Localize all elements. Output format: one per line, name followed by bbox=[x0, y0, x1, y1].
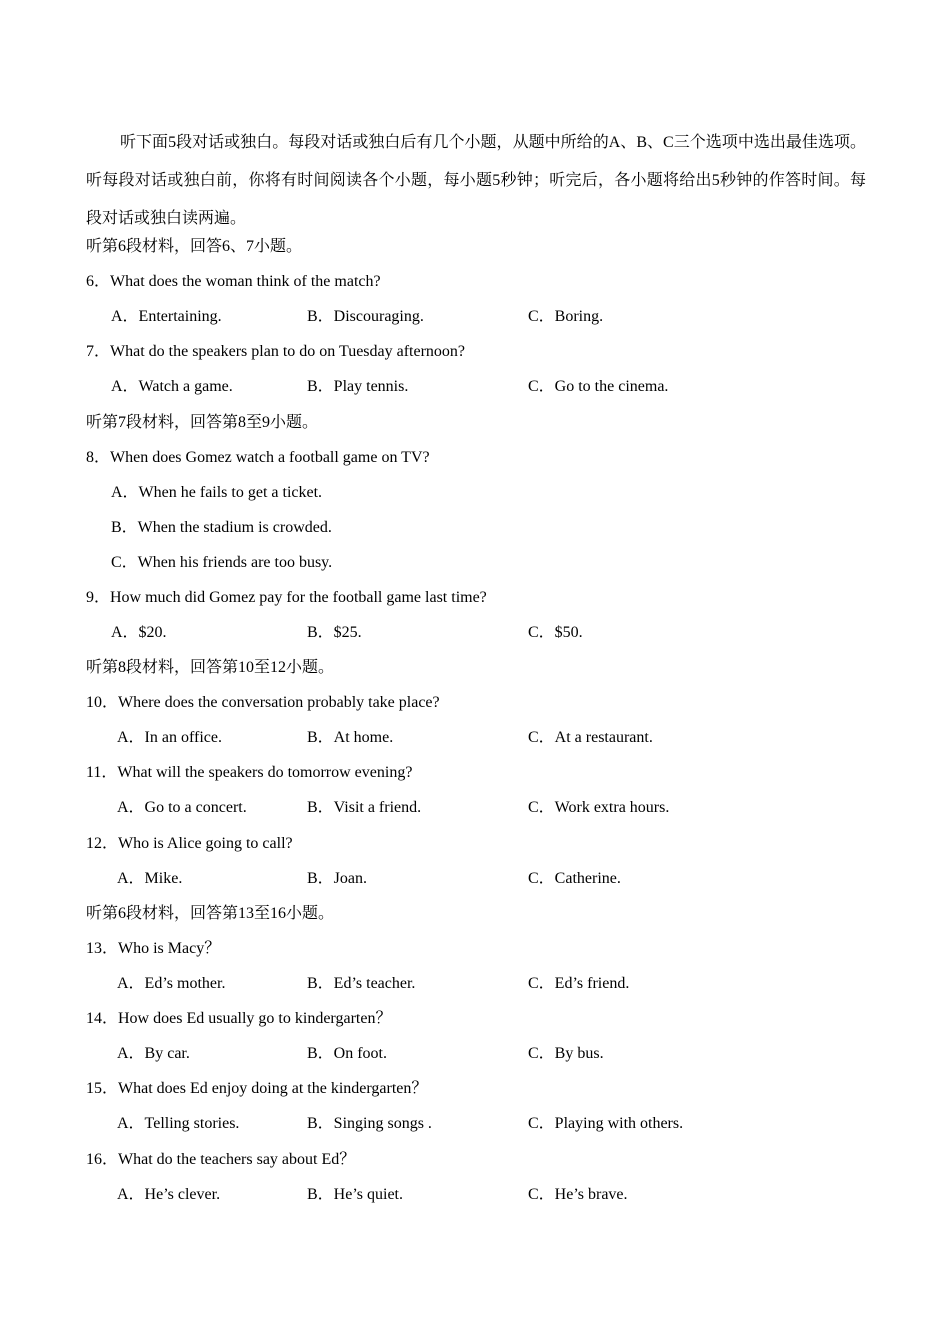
question-6: 6．What does the woman think of the match? bbox=[86, 273, 381, 290]
section-heading-8: 听第8段材料，回答第10至12小题。 bbox=[86, 659, 335, 676]
question-15: 15．What does Ed enjoy doing at the kindergarten？ bbox=[86, 1080, 428, 1097]
q15-option-c: C．Playing with others. bbox=[528, 1115, 684, 1132]
section-heading-6: 听第6段材料，回答6、7小题。 bbox=[86, 238, 303, 255]
q12-option-c: C．Catherine. bbox=[528, 870, 621, 887]
q11-option-b: B．Visit a friend. bbox=[307, 799, 422, 816]
q6-option-c: C．Boring. bbox=[528, 308, 604, 325]
q8-option-c: C．When his friends are too busy. bbox=[111, 554, 333, 571]
q15-option-b: B．Singing songs . bbox=[307, 1115, 432, 1132]
question-12: 12．Who is Alice going to call? bbox=[86, 835, 293, 852]
q15-option-a: A．Telling stories. bbox=[117, 1115, 240, 1132]
instructions-paragraph: 听下面5段对话或独白。每段对话或独白后有几个小题，从题中所给的A、B、C三个选项中选出最佳选项。听每段对话或独白前，你将有时间阅读各个小题，每小题5秒钟；听完后，各小题将给出5秒钟的作答时间。每段对话或独白读两遍。 bbox=[86, 134, 866, 227]
section-heading-9: 听第6段材料，回答第13至16小题。 bbox=[86, 905, 335, 922]
q16-option-b: B．He’s quiet. bbox=[307, 1186, 403, 1203]
q6-option-b: B．Discouraging. bbox=[307, 308, 424, 325]
question-14: 14．How does Ed usually go to kindergarten？ bbox=[86, 1010, 392, 1027]
q8-option-b: B．When the stadium is crowded. bbox=[111, 519, 332, 536]
question-11: 11．What will the speakers do tomorrow evening? bbox=[86, 764, 413, 781]
question-10: 10．Where does the conversation probably take place? bbox=[86, 694, 440, 711]
section-heading-7: 听第7段材料，回答第8至9小题。 bbox=[86, 414, 319, 431]
question-8: 8．When does Gomez watch a football game on TV? bbox=[86, 449, 430, 466]
q14-option-b: B．On foot. bbox=[307, 1045, 388, 1062]
q7-option-c: C．Go to the cinema. bbox=[528, 378, 669, 395]
question-9: 9．How much did Gomez pay for the football game last time? bbox=[86, 589, 487, 606]
q13-option-a: A．Ed’s mother. bbox=[117, 975, 226, 992]
q11-option-a: A．Go to a concert. bbox=[117, 799, 247, 816]
question-7: 7．What do the speakers plan to do on Tuesday afternoon? bbox=[86, 343, 466, 360]
q9-option-c: C．$50. bbox=[528, 624, 583, 641]
q12-option-b: B．Joan. bbox=[307, 870, 368, 887]
q13-option-c: C．Ed’s friend. bbox=[528, 975, 630, 992]
q7-option-a: A．Watch a game. bbox=[111, 378, 233, 395]
question-13: 13．Who is Macy？ bbox=[86, 940, 221, 957]
q16-option-c: C．He’s brave. bbox=[528, 1186, 628, 1203]
q10-option-b: B．At home. bbox=[307, 729, 394, 746]
q10-option-a: A．In an office. bbox=[117, 729, 223, 746]
q12-option-a: A．Mike. bbox=[117, 870, 183, 887]
q6-option-a: A．Entertaining. bbox=[111, 308, 222, 325]
q14-option-a: A．By car. bbox=[117, 1045, 190, 1062]
q9-option-b: B．$25. bbox=[307, 624, 362, 641]
q14-option-c: C．By bus. bbox=[528, 1045, 604, 1062]
q11-option-c: C．Work extra hours. bbox=[528, 799, 670, 816]
q10-option-c: C．At a restaurant. bbox=[528, 729, 653, 746]
q9-option-a: A．$20. bbox=[111, 624, 167, 641]
q8-option-a: A．When he fails to get a ticket. bbox=[111, 484, 323, 501]
q13-option-b: B．Ed’s teacher. bbox=[307, 975, 416, 992]
q16-option-a: A．He’s clever. bbox=[117, 1186, 221, 1203]
q7-option-b: B．Play tennis. bbox=[307, 378, 409, 395]
question-16: 16．What do the teachers say about Ed？ bbox=[86, 1151, 356, 1168]
